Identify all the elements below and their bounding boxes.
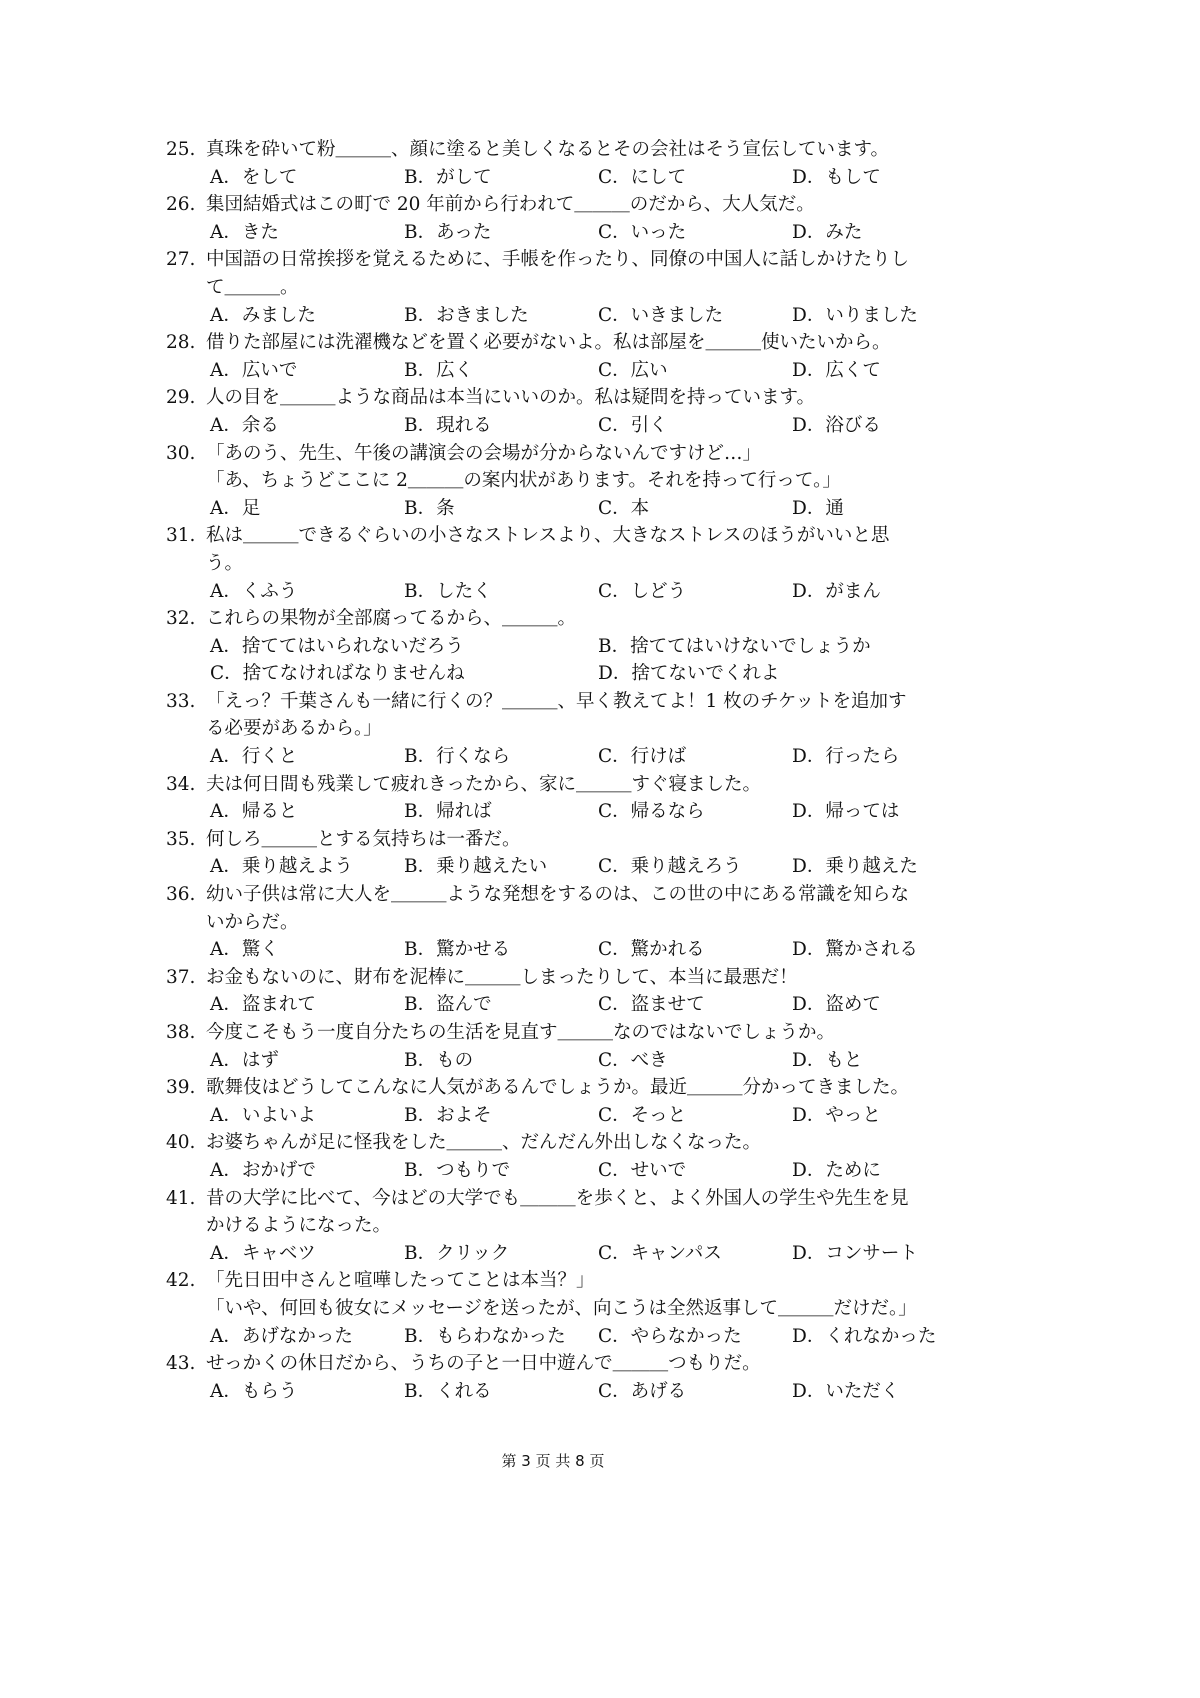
question-text: 「あのう、先生、午後の講演会の会場が分からないんですけど…」 — [206, 442, 762, 464]
answer-option: C．べき — [598, 1049, 668, 1071]
question-text: お婆ちゃんが足に怪我をした＿＿＿、だんだん外出しなくなった。 — [206, 1132, 762, 1154]
answer-options — [166, 743, 956, 771]
question-text-continued: う。 — [206, 552, 244, 574]
answer-option: B．およそ — [404, 1104, 492, 1126]
answer-option: D．広くて — [792, 359, 881, 381]
answer-options — [166, 578, 956, 606]
answer-option: B．もらわなかった — [404, 1325, 566, 1347]
question-text: 中国語の日常挨拶を覚えるために、手帳を作ったり、同僚の中国人に話しかけたりし — [206, 249, 910, 271]
question-number: 41. — [166, 1187, 196, 1209]
question-number: 34. — [166, 773, 196, 795]
question-item — [166, 191, 956, 246]
answer-option: B．くれる — [404, 1380, 492, 1402]
answer-option: A．おかげで — [210, 1159, 316, 1181]
question-item — [166, 605, 956, 688]
question-text: 何しろ＿＿＿とする気持ちは一番だ。 — [206, 828, 521, 850]
question-number: 35. — [166, 828, 196, 850]
answer-option: A．捨ててはいられないだろう — [210, 635, 464, 657]
question-item — [166, 1074, 956, 1129]
answer-option: D．やっと — [792, 1104, 881, 1126]
answer-option: B．盗んで — [404, 994, 492, 1016]
page-footer: 第 3 页 共 8 页 — [501, 1452, 605, 1470]
question-text-continued: る必要があるから。」 — [206, 718, 382, 740]
question-number: 43. — [166, 1353, 196, 1375]
answer-option: C．行けば — [598, 746, 687, 768]
question-number: 25. — [166, 139, 196, 160]
question-item — [166, 1350, 956, 1405]
answer-option: D．もして — [792, 166, 881, 188]
question-text: 歌舞伎はどうしてこんなに人気があるんでしょうか。最近＿＿＿分かってきました。 — [206, 1077, 910, 1099]
answer-option: A．広いで — [210, 359, 298, 381]
answer-options — [166, 660, 956, 688]
answer-option: D．ために — [792, 1159, 881, 1181]
question-item — [166, 136, 956, 191]
question-stem-line — [166, 771, 956, 799]
answer-option: D．浴びる — [792, 414, 881, 436]
answer-options — [166, 495, 956, 523]
question-item — [166, 771, 956, 826]
answer-options — [166, 633, 956, 661]
answer-option: B．もの — [404, 1049, 474, 1071]
question-stem-line — [166, 246, 956, 274]
answer-option: D．乗り越えた — [792, 856, 918, 878]
question-number: 33. — [166, 690, 196, 712]
answer-option: D．くれなかった — [792, 1325, 937, 1347]
answer-option: C．乗り越えろう — [598, 856, 742, 878]
answer-option: D．捨てないでくれよ — [598, 663, 780, 685]
question-item — [166, 881, 956, 964]
answer-options — [166, 357, 956, 385]
answer-options — [166, 219, 956, 247]
answer-options — [166, 412, 956, 440]
question-item — [166, 522, 956, 605]
question-item — [166, 964, 956, 1019]
answer-option: D．いりました — [792, 304, 918, 326]
answer-option: A．きた — [210, 221, 279, 243]
answer-option: C．せいで — [598, 1159, 687, 1181]
answer-options — [166, 853, 956, 881]
answer-option: C．にして — [598, 166, 687, 188]
question-item — [166, 1267, 956, 1350]
answer-options — [166, 302, 956, 330]
question-text-continued: いからだ。 — [206, 911, 299, 933]
question-stem-line — [166, 191, 956, 219]
question-text-continued: 「いや、何回も彼女にメッセージを送ったが、向こうは全然返事して＿＿＿だけだ。」 — [206, 1297, 917, 1319]
question-stem-line — [166, 329, 956, 357]
answer-option: C．あげる — [598, 1380, 687, 1402]
answer-option: D．盗めて — [792, 994, 881, 1016]
question-item — [166, 1185, 956, 1268]
question-number: 31. — [166, 525, 196, 547]
answer-option: B．おきました — [404, 304, 529, 326]
answer-option: A．はず — [210, 1049, 279, 1071]
answer-option: A．行くと — [210, 746, 298, 768]
answer-option: A．をして — [210, 166, 298, 188]
answer-option: B．広く — [404, 359, 474, 381]
answer-option: C．そっと — [598, 1104, 687, 1126]
answer-option: A．キャベツ — [210, 1242, 316, 1264]
answer-option: B．行くなら — [404, 746, 511, 768]
answer-option: A．もらう — [210, 1380, 298, 1402]
question-stem-line — [166, 605, 956, 633]
answer-option: C．引く — [598, 414, 668, 436]
question-text: 真珠を砕いて粉＿＿＿、顔に塗ると美しくなるとその会社はそう宣伝しています。 — [206, 139, 890, 160]
answer-option: A．帰ると — [210, 801, 298, 823]
answer-options — [166, 798, 956, 826]
question-item — [166, 826, 956, 881]
question-list — [166, 136, 956, 1405]
question-text: 幼い子供は常に大人を＿＿＿ような発想をするのは、この世の中にある常識を知らな — [206, 884, 910, 906]
question-text: せっかくの休日だから、うちの子と一日中遊んで＿＿＿つもりだ。 — [206, 1353, 761, 1375]
question-item — [166, 688, 956, 771]
question-stem-line — [166, 1074, 956, 1102]
answer-option: D．もと — [792, 1049, 863, 1071]
answer-option: A．いよいよ — [210, 1104, 316, 1126]
question-number: 37. — [166, 966, 196, 988]
answer-option: B．捨ててはいけないでしょうか — [598, 635, 871, 657]
answer-option: B．乗り越えたい — [404, 856, 548, 878]
question-stem-line — [166, 826, 956, 854]
answer-option: B．クリック — [404, 1242, 510, 1264]
answer-option: C．キャンパス — [598, 1242, 722, 1264]
question-stem-line — [166, 522, 956, 550]
question-text: 集団結婚式はこの町で 20 年前から行われて＿＿＿のだから、大人気だ。 — [206, 194, 815, 216]
question-text: 夫は何日間も残業して疲れきったから、家に＿＿＿すぐ寝ました。 — [206, 773, 762, 795]
answer-option: D．がまん — [792, 580, 881, 602]
answer-option: A．あげなかった — [210, 1325, 353, 1347]
answer-options — [166, 936, 956, 964]
answer-option: C．捨てなければなりませんね — [210, 663, 465, 685]
answer-option: B．帰れば — [404, 801, 492, 823]
question-stem-line — [166, 440, 956, 468]
question-text: お金もないのに、財布を泥棒に＿＿＿しまったりして、本当に最悪だ！ — [206, 966, 798, 988]
question-number: 29. — [166, 387, 196, 409]
answer-option: D．帰っては — [792, 801, 900, 823]
question-item — [166, 384, 956, 439]
question-number: 30. — [166, 442, 196, 464]
question-stem-line — [166, 1019, 956, 1047]
answer-option: D．みた — [792, 221, 863, 243]
answer-option: A．盗まれて — [210, 994, 316, 1016]
question-number: 28. — [166, 332, 196, 354]
answer-options — [166, 1323, 956, 1351]
answer-option: A．くふう — [210, 580, 298, 602]
question-stem-line — [166, 1350, 956, 1378]
answer-option: B．つもりで — [404, 1159, 511, 1181]
answer-option: B．現れる — [404, 414, 492, 436]
answer-option: B．したく — [404, 580, 492, 602]
answer-option: A．驚く — [210, 939, 279, 961]
question-stem-line — [166, 1129, 956, 1157]
question-stem-line — [166, 964, 956, 992]
question-number: 42. — [166, 1270, 196, 1292]
answer-option: C．しどう — [598, 580, 687, 602]
answer-option: A．余る — [210, 414, 279, 436]
question-text: 「先日田中さんと喧嘩したってことは本当？」 — [206, 1270, 595, 1292]
question-number: 40. — [166, 1132, 196, 1154]
answer-option: A．足 — [210, 497, 261, 519]
question-number: 26. — [166, 194, 196, 216]
answer-option: C．帰るなら — [598, 801, 705, 823]
answer-option: C．盗ませて — [598, 994, 705, 1016]
question-text: 今度こそもう一度自分たちの生活を見直す＿＿＿なのではないでしょうか。 — [206, 1022, 836, 1043]
answer-options — [166, 991, 956, 1019]
question-text: 借りた部屋には洗濯機などを置く必要がないよ。私は部屋を＿＿＿使いたいから。 — [206, 332, 891, 354]
answer-option: A．みました — [210, 304, 316, 326]
answer-options — [166, 1047, 956, 1075]
answer-option: C．やらなかった — [598, 1325, 742, 1347]
question-text-continued: 「あ、ちょうどここに 2＿＿＿の案内状があります。それを持って行って。」 — [206, 470, 841, 492]
answer-options — [166, 164, 956, 192]
answer-option: D．通 — [792, 497, 844, 519]
question-item — [166, 440, 956, 523]
question-number: 36. — [166, 884, 196, 906]
answer-option: B．驚かせる — [404, 939, 511, 961]
answer-option: D．いただく — [792, 1380, 900, 1402]
question-item — [166, 1129, 956, 1184]
question-text: これらの果物が全部腐ってるから、＿＿＿。 — [206, 608, 577, 630]
answer-option: C．広い — [598, 359, 668, 381]
question-stem-line — [166, 688, 956, 716]
answer-option: B．がして — [404, 166, 492, 188]
answer-option: C．驚かれる — [598, 939, 705, 961]
answer-option: C．いきました — [598, 304, 724, 326]
question-number: 32. — [166, 608, 196, 630]
question-item — [166, 246, 956, 329]
question-text: 昔の大学に比べて、今はどの大学でも＿＿＿を歩くと、よく外国人の学生や先生を見 — [206, 1187, 909, 1209]
answer-options — [166, 1240, 956, 1268]
question-stem-line — [166, 1185, 956, 1213]
answer-option: C．いった — [598, 221, 687, 243]
question-text-continued: て＿＿＿。 — [206, 276, 299, 298]
question-number: 39. — [166, 1077, 196, 1099]
answer-option: D．驚かされる — [792, 939, 918, 961]
question-stem-line — [166, 136, 956, 164]
answer-option: A．乗り越えよう — [210, 856, 353, 878]
answer-option: D．行ったら — [792, 746, 900, 768]
answer-option: C．本 — [598, 497, 650, 519]
question-stem-line — [166, 384, 956, 412]
question-item — [166, 1019, 956, 1074]
question-text: 「えっ？千葉さんも一緒に行くの？＿＿＿、早く教えてよ！1 枚のチケットを追加す — [206, 690, 907, 712]
question-text: 人の目を＿＿＿ような商品は本当にいいのか。私は疑問を持っています。 — [206, 387, 816, 409]
question-number: 27. — [166, 249, 196, 271]
answer-options — [166, 1378, 956, 1406]
question-number: 38. — [166, 1022, 196, 1043]
answer-option: D．コンサート — [792, 1242, 918, 1264]
answer-options — [166, 1102, 956, 1130]
question-text-continued: かけるようになった。 — [206, 1215, 392, 1237]
answer-option: B．条 — [404, 497, 455, 519]
question-text: 私は＿＿＿できるぐらいの小さなストレスより、大きなストレスのほうがいいと思 — [206, 525, 890, 547]
answer-options — [166, 1157, 956, 1185]
question-stem-line — [166, 1267, 956, 1295]
answer-option: B．あった — [404, 221, 492, 243]
question-stem-line — [166, 881, 956, 909]
question-item — [166, 329, 956, 384]
